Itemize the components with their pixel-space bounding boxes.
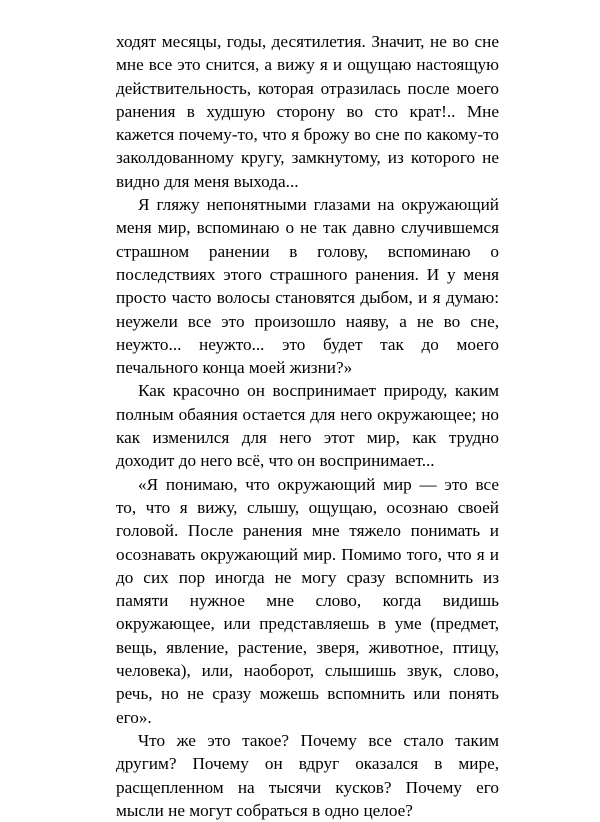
- paragraph-1: ходят месяцы, годы, десятилетия. Значит, не во сне мне все это снится, а вижу я и ощущаю настоящую действительность, которая отразилась после моего ранения в худшую сторону во сто крат!.. Мне кажется почему-то, что я брожу во сне по какому-то заколдованному кругу, замкнутому, из которого не видно для меня выхода...: [116, 32, 499, 191]
- paragraph-5: Что же это такое? Почему все стало таким другим? Почему он вдруг оказался в мире, расщепленном на тысячи кусков? Почему его мысли не могут собраться в одно целое?: [116, 730, 499, 820]
- paragraph-3: Как красочно он воспринимает природу, каким полным обаяния остается для него окружающее; но как изменился для него этот мир, как трудно доходит до него всё, что он воспринимает...: [116, 381, 499, 471]
- paragraph-4: «Я понимаю, что окружающий мир — это все то, что я вижу, слышу, ощущаю, осознаю своей головой. После ранения мне тяжело понимать и осознавать окружающий мир. Помимо того, что я и до сих пор иногда не могу сразу вспомнить из памяти нужное мне слово, когда видишь окружающее, или представляешь в уме (предмет, вещь, явление, растение, зверя, животное, птицу, человека), или, наоборот, слышишь звук, слово, речь, но не сразу можешь вспомнить или понять его».: [116, 474, 499, 727]
- paragraph-2: Я гляжу непонятными глазами на окружающий меня мир, вспоминаю о не так давно случившемся страшном ранении в голову, вспоминаю о последствиях этого страшного ранения. И у меня просто часто волосы становятся дыбом, и я думаю: неужели все это произошло наяву, а не во сне, неужто... неужто... это будет так до моего печального конца моей жизни?»: [116, 195, 499, 378]
- page-body-text: [116, 30, 499, 822]
